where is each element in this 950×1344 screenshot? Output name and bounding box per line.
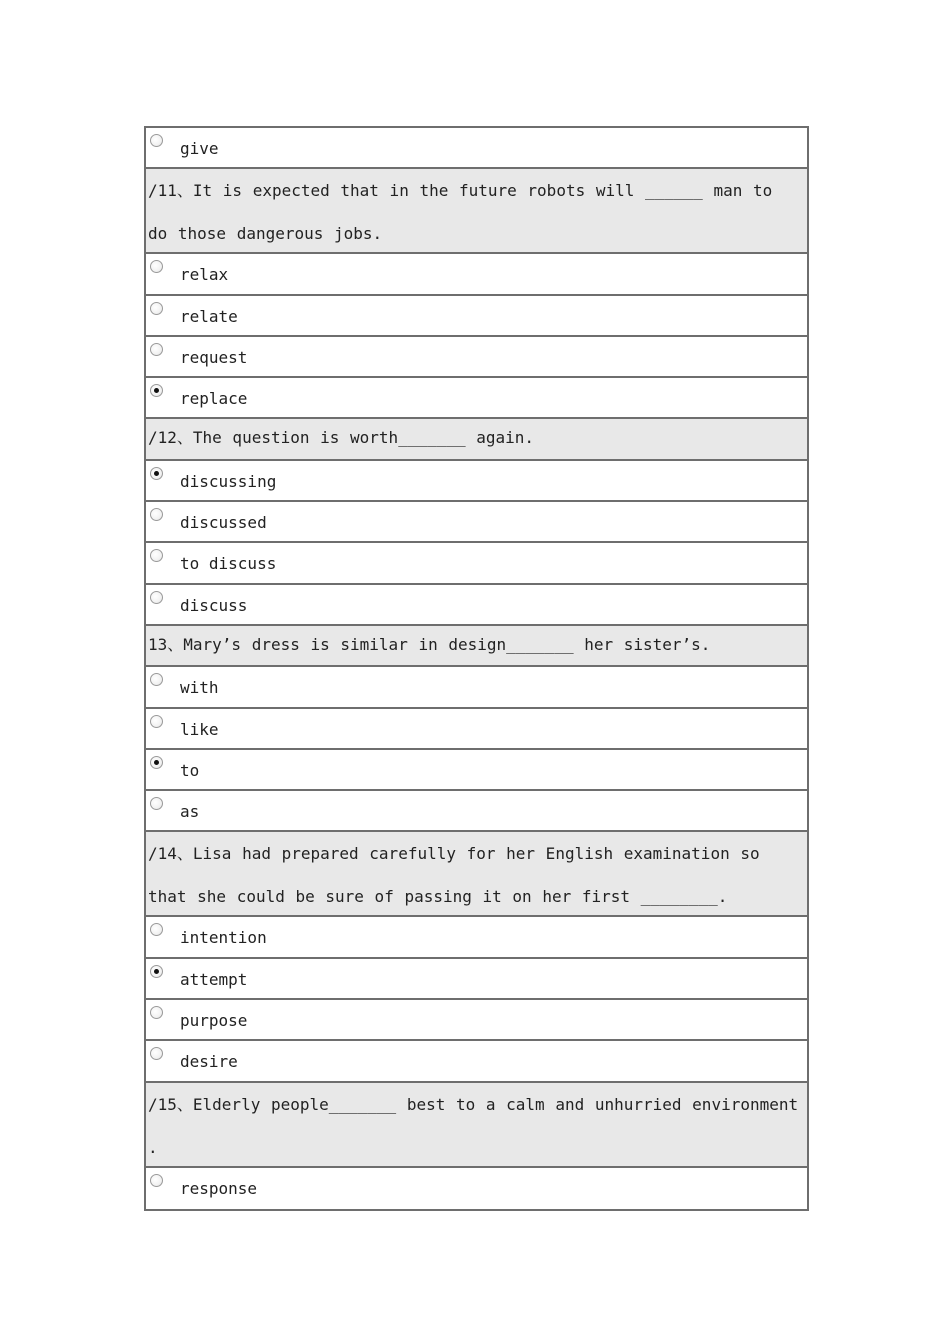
- option-row[interactable]: [146, 791, 807, 832]
- option-label: relax: [180, 265, 229, 285]
- question-text: 13、Mary’s dress is similar in design_______ her sister’s.: [148, 634, 711, 654]
- option-row[interactable]: [146, 1168, 807, 1209]
- question-text: /11、It is expected that in the future robots will ______ man to do those dangerous jobs.: [148, 181, 773, 244]
- question-row: [146, 832, 807, 917]
- option-label: as: [180, 802, 200, 822]
- radio-button[interactable]: [150, 1006, 163, 1019]
- option-label: with: [180, 678, 219, 698]
- option-row[interactable]: [146, 461, 807, 502]
- option-label: relate: [180, 306, 238, 326]
- radio-button[interactable]: [150, 549, 163, 562]
- radio-button[interactable]: [150, 715, 163, 728]
- option-label: discuss: [180, 595, 248, 615]
- radio-button[interactable]: [150, 508, 163, 521]
- option-row[interactable]: [146, 502, 807, 543]
- radio-button-selected[interactable]: [150, 384, 163, 397]
- option-row[interactable]: [146, 296, 807, 337]
- option-label: response: [180, 1178, 258, 1198]
- option-label: purpose: [180, 1011, 248, 1031]
- radio-button[interactable]: [150, 673, 163, 686]
- radio-button-selected[interactable]: [150, 965, 163, 978]
- option-label: attempt: [180, 969, 248, 989]
- option-label: replace: [180, 389, 248, 409]
- option-label: desire: [180, 1052, 238, 1072]
- option-row[interactable]: [146, 378, 807, 419]
- question-text: /12、The question is worth_______ again.: [148, 428, 535, 448]
- question-text: /15、Elderly people_______ best to a calm and unhurried environment .: [148, 1094, 799, 1157]
- option-row[interactable]: [146, 959, 807, 1000]
- option-label: discussing: [180, 471, 277, 491]
- question-row: [146, 626, 807, 667]
- option-row[interactable]: [146, 750, 807, 791]
- radio-button-selected[interactable]: [150, 467, 163, 480]
- option-row[interactable]: [146, 709, 807, 750]
- option-row[interactable]: [146, 585, 807, 626]
- question-row: [146, 1083, 807, 1168]
- option-label: intention: [180, 928, 267, 948]
- option-label: like: [180, 719, 219, 739]
- radio-button[interactable]: [150, 343, 163, 356]
- option-label: to discuss: [180, 554, 277, 574]
- radio-button[interactable]: [150, 260, 163, 273]
- question-text: /14、Lisa had prepared carefully for her English examination so that she could be sure of passing it on her first ________.: [148, 844, 760, 907]
- option-row[interactable]: [146, 1000, 807, 1041]
- option-row[interactable]: [146, 1041, 807, 1082]
- radio-button[interactable]: [150, 1174, 163, 1187]
- question-row: [146, 419, 807, 460]
- question-row: [146, 169, 807, 254]
- option-row[interactable]: [146, 337, 807, 378]
- radio-button[interactable]: [150, 797, 163, 810]
- option-row[interactable]: [146, 667, 807, 708]
- radio-button-selected[interactable]: [150, 756, 163, 769]
- radio-button[interactable]: [150, 591, 163, 604]
- radio-button[interactable]: [150, 1047, 163, 1060]
- option-row[interactable]: [146, 543, 807, 584]
- radio-button[interactable]: [150, 923, 163, 936]
- radio-button[interactable]: [150, 134, 163, 147]
- radio-button[interactable]: [150, 302, 163, 315]
- option-label: discussed: [180, 513, 267, 533]
- option-label: to: [180, 760, 200, 780]
- option-label: give: [180, 139, 219, 158]
- option-label: request: [180, 347, 248, 367]
- option-row[interactable]: [146, 254, 807, 295]
- option-row[interactable]: [146, 917, 807, 958]
- option-row[interactable]: [146, 128, 807, 169]
- quiz-table: [144, 126, 809, 1211]
